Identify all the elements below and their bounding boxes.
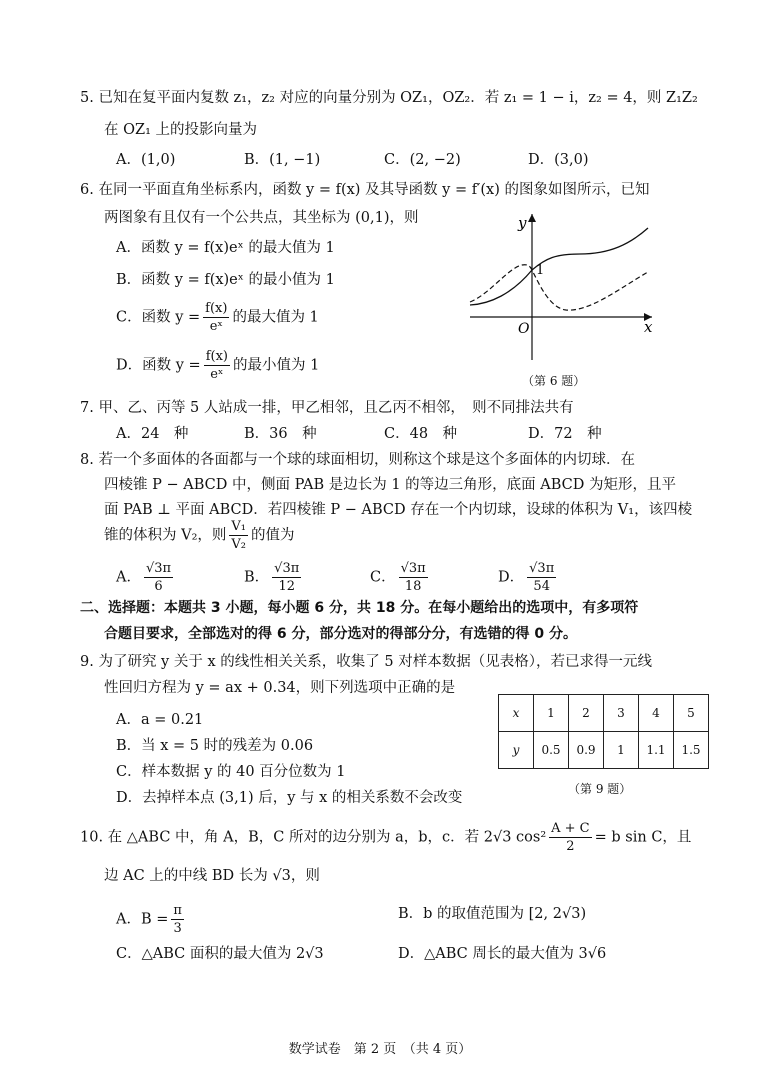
q9-caption: （第 9 题） xyxy=(568,782,632,796)
q5-option-d: D．(3,0) xyxy=(528,152,589,168)
q6-option-c: C．函数 y = $\frac{f(x)}{\text{eˣ}}$ 的最大值为 1 xyxy=(116,301,319,334)
section2-line1: 二、选择题：本题共 3 小题，每小题 6 分，共 18 分。在每小题给出的选项中，有多项符 xyxy=(80,600,639,616)
page-footer: 数学试卷 第 2 页 （共 4 页） xyxy=(288,1042,472,1057)
q9-option-c: C．样本数据 y 的 40 百分位数为 1 xyxy=(116,764,346,780)
q6-label-y: y xyxy=(518,214,527,232)
q6-curve-f xyxy=(470,228,648,305)
q6-option-b: B．函数 y = f(x)eˣ 的最小值为 1 xyxy=(116,272,335,288)
table-row: y 0.5 0.9 1 1.1 1.5 xyxy=(499,732,709,769)
q6-label-x: x xyxy=(644,318,653,336)
q7-option-a: A．24 种 xyxy=(116,426,189,442)
q8-line4: 锥的体积为 V₂，则 $\frac{\text{V₁}}{\text{V₂}}$ 的值为 xyxy=(104,519,295,552)
q9-option-b: B．当 x = 5 时的残差为 0.06 xyxy=(116,738,314,754)
q6-curve-f-prime xyxy=(470,265,648,310)
section2-line2: 合题目要求，全部选对的得 6 分，部分选对的得部分分，有选错的得 0 分。 xyxy=(104,626,577,642)
q5-option-c: C．(2, −2) xyxy=(384,152,461,168)
q8-ratio-fraction: $\frac{\text{V₁}}{\text{V₂}}$ xyxy=(231,519,247,552)
q7-line1: 7. 甲、乙、丙等 5 人站成一排，甲乙相邻，且乙丙不相邻， 则不同排法共有 xyxy=(80,400,574,416)
q7-option-d: D．72 种 xyxy=(528,426,602,442)
q6-caption: （第 6 题） xyxy=(522,374,586,388)
q8-line2: 四棱锥 P − ABCD 中，侧面 PAB 是边长为 1 的等边三角形，底面 ABCD 为矩形，且平 xyxy=(104,477,677,493)
q5-line1: 5. 已知在复平面内复数 z₁，z₂ 对应的向量分别为 OZ₁，OZ₂．若 z₁ = 1 − i，z₂ = 4，则 Z₁Z₂ xyxy=(80,90,698,106)
q9-line2: 性回归方程为 y = ax + 0.34，则下列选项中正确的是 xyxy=(104,680,456,696)
q7-option-b: B．36 种 xyxy=(244,426,317,442)
q9-data-table xyxy=(498,694,709,769)
q10-half-angle-fraction: $\frac{A + C}{2}$ xyxy=(551,821,590,854)
q10-option-a: A．B = $\frac{\pi}{3}$ xyxy=(116,903,182,936)
q5-option-b: B．(1, −1) xyxy=(244,152,321,168)
table-row: x 1 2 3 4 5 xyxy=(499,695,709,732)
q7-option-c: C．48 种 xyxy=(384,426,458,442)
q6-label-origin: O xyxy=(518,321,530,337)
q5-line2: 在 OZ₁ 上的投影向量为 xyxy=(104,122,257,138)
q6-graph xyxy=(460,208,670,368)
q8-line3: 面 PAB ⊥ 平面 ABCD．若四棱锥 P − ABCD 存在一个内切球，设球的体积为 V₁，该四棱 xyxy=(104,502,693,518)
q6-option-d: D．函数 y = $\frac{f(x)}{\text{eˣ}}$ 的最小值为 1 xyxy=(116,349,320,382)
q6-line2: 两图象有且仅有一个公共点，其坐标为 (0,1)，则 xyxy=(104,210,419,226)
q6-option-c-fraction: $\frac{f(x)}{\text{eˣ}}$ xyxy=(205,301,228,334)
q10-line1: 10. 在 △ABC 中，角 A，B，C 所对的边分别为 a，b，c．若 2√3 cos² $\frac{A + C}{2}$ = b sin C，且 xyxy=(80,821,692,854)
q8-option-a: A． $\frac{√3\pi}{6}$ xyxy=(116,561,172,594)
q8-option-c: C． $\frac{√3\pi}{18}$ xyxy=(370,561,426,594)
q10-option-c: C．△ABC 面积的最大值为 2√3 xyxy=(116,946,324,962)
q9-option-d: D．去掉样本点 (3,1) 后，y 与 x 的相关系数不会改变 xyxy=(116,790,463,806)
q9-option-a: A．a = 0.21 xyxy=(116,712,204,728)
q6-y-axis-arrow xyxy=(528,214,536,222)
q6-line1: 6. 在同一平面直角坐标系内，函数 y = f(x) 及其导函数 y = f′(x) 的图象如图所示，已知 xyxy=(80,182,650,198)
q6-option-a: A．函数 y = f(x)eˣ 的最大值为 1 xyxy=(116,240,335,256)
q10-option-b: B．b 的取值范围为 [2, 2√3) xyxy=(398,906,587,922)
q8-line1: 8. 若一个多面体的各面都与一个球的球面相切，则称这个球是这个多面体的内切球．在 xyxy=(80,452,635,468)
q10-line2: 边 AC 上的中线 BD 长为 √3，则 xyxy=(104,868,320,884)
q10-option-d: D．△ABC 周长的最大值为 3√6 xyxy=(398,946,607,962)
q5-option-a: A．(1,0) xyxy=(116,152,176,168)
q6-label-one: 1 xyxy=(536,263,545,278)
q6-option-d-fraction: $\frac{f(x)}{\text{eˣ}}$ xyxy=(205,349,228,382)
q8-option-b: B． $\frac{√3\pi}{12}$ xyxy=(244,561,300,594)
q8-option-d: D． $\frac{√3\pi}{54}$ xyxy=(498,561,555,594)
q9-line1: 9. 为了研究 y 关于 x 的线性相关关系，收集了 5 对样本数据（见表格），若已求得一元线 xyxy=(80,654,652,670)
q9-data-table-wrapper xyxy=(498,694,709,769)
